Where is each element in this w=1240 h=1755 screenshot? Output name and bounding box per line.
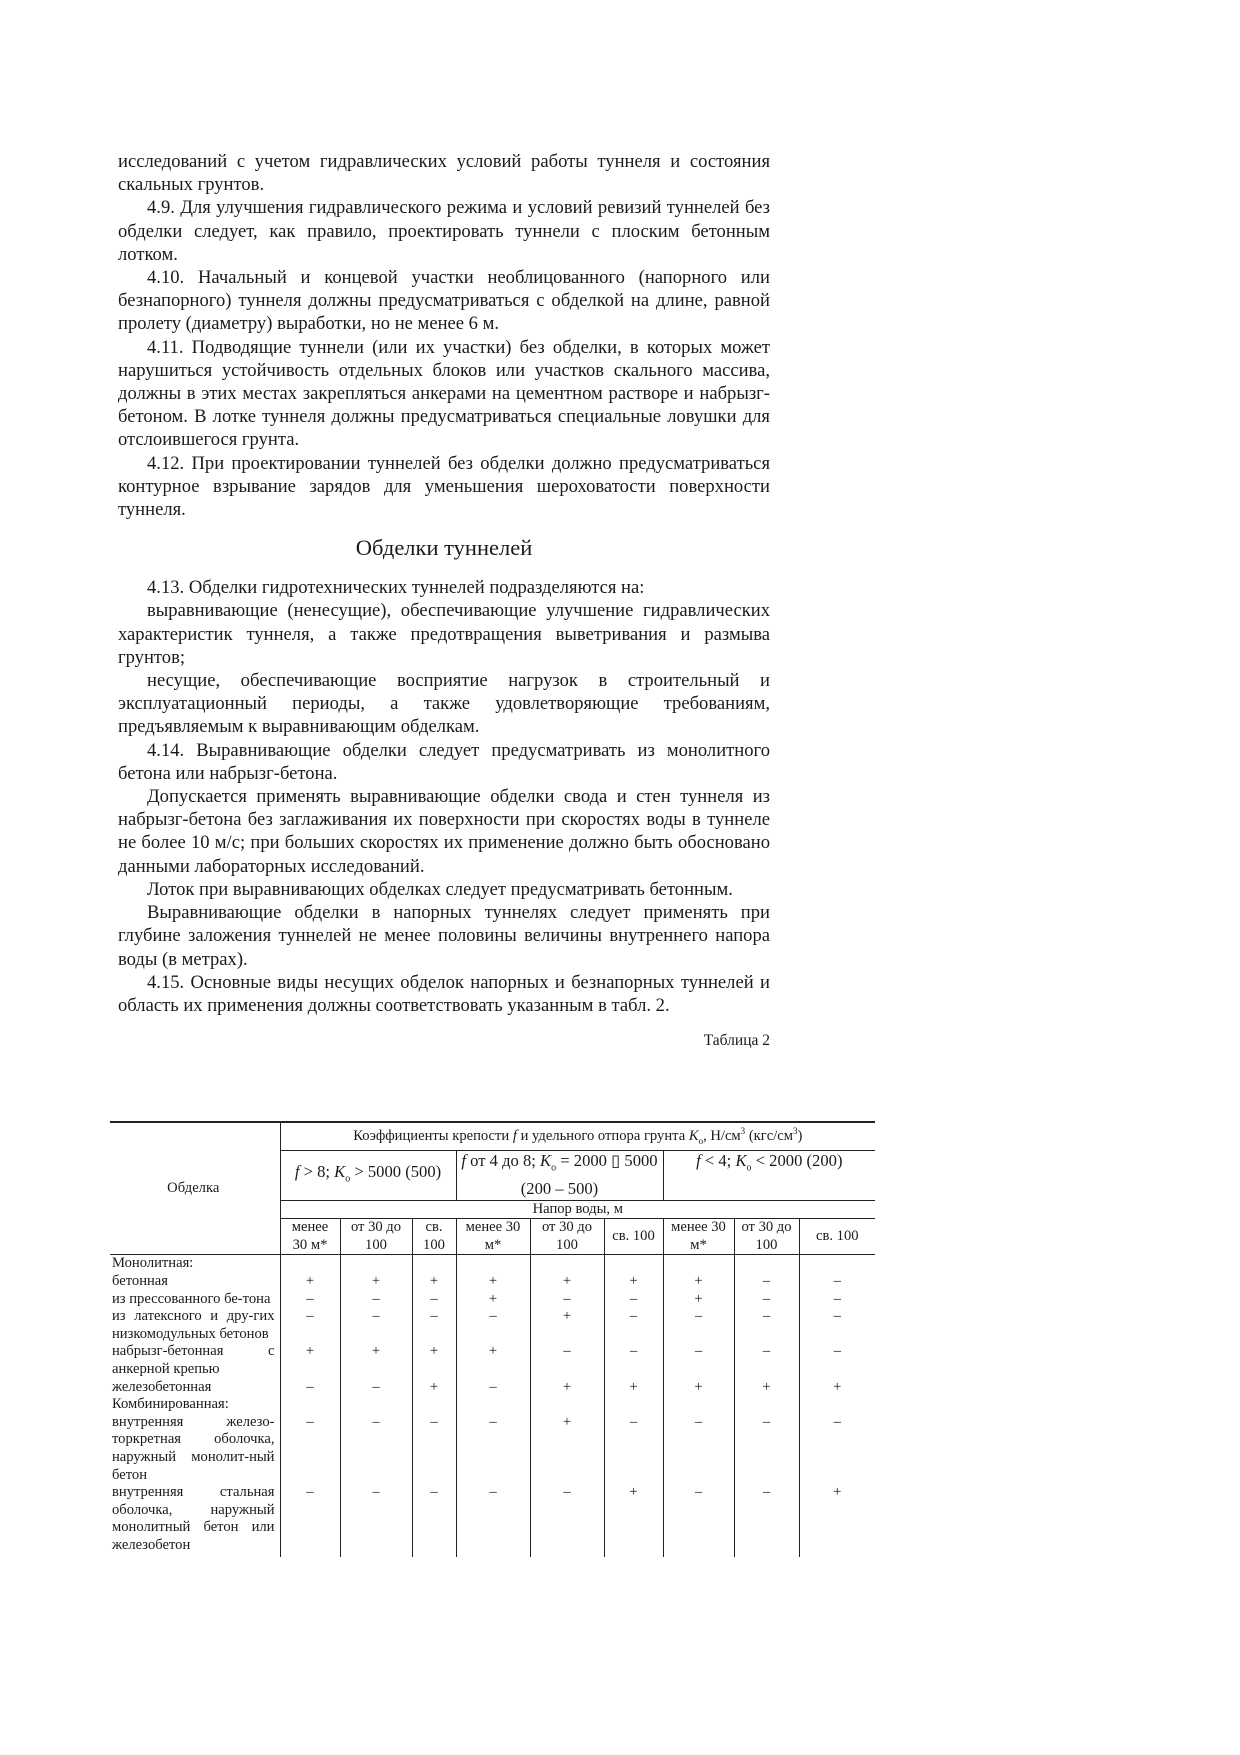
table-cell: – <box>799 1291 875 1309</box>
body-text <box>118 150 770 1052</box>
table-cell: – <box>663 1484 734 1556</box>
table-cell: – <box>734 1291 799 1309</box>
paragraph: несущие, обеспечивающие восприятие нагрузок в строительный и эксплуатационный периоды, а также удовлетворяющие требованиям, предъявляемым к выравнивающим обделкам. <box>118 670 770 738</box>
table-cell: – <box>604 1291 663 1309</box>
table-body <box>110 1255 875 1557</box>
table-row <box>110 1308 875 1343</box>
section-heading: Обделки туннелей <box>355 535 533 561</box>
pressure-header: Напор воды, м <box>280 1200 875 1219</box>
table-cell: – <box>734 1343 799 1378</box>
subheader-cell: св. 100 <box>412 1219 456 1255</box>
table-cell: – <box>799 1343 875 1378</box>
paragraph: Лоток при выравнивающих обделках следует предусматривать бетонным. <box>147 878 733 900</box>
table-row <box>110 1255 875 1273</box>
table-cell: – <box>799 1273 875 1291</box>
row-label: Комбинированная: <box>110 1396 280 1414</box>
table-cell: – <box>734 1484 799 1556</box>
table-cell: – <box>734 1414 799 1484</box>
table-cell: – <box>280 1379 340 1397</box>
coefficient-header: Коэффициенты крепости f и удельного отпора грунта $K_о$, $Н/см^3$ $(кгс/см^3)$ <box>280 1122 875 1151</box>
table-cell: – <box>280 1484 340 1556</box>
table-cell: + <box>530 1414 604 1484</box>
table-cell: + <box>799 1379 875 1397</box>
paragraph: выравнивающие (ненесущие), обеспечивающие улучшение гидравлических характеристик туннеля, а также предотвращения выветривания и размыва грунтов; <box>118 600 770 668</box>
table-cell <box>412 1255 456 1273</box>
table-cell <box>456 1255 530 1273</box>
row-label: железобетонная <box>110 1379 280 1397</box>
table-cell: – <box>604 1343 663 1378</box>
table-row <box>110 1291 875 1309</box>
table-cell: – <box>340 1379 412 1397</box>
paragraph: Допускается применять выравнивающие обделки свода и стен туннеля из набрызг-бетона без заглаживания их поверхности при скоростях воды в туннеле не более 10 м/с; при больших скоростях их применение должно быть обосновано данными лабораторных исследований. <box>118 786 770 877</box>
lining-table <box>110 1121 875 1557</box>
table-cell <box>412 1396 456 1414</box>
table-cell: – <box>734 1308 799 1343</box>
table-cell: + <box>734 1379 799 1397</box>
table-cell: + <box>604 1273 663 1291</box>
table-cell: + <box>456 1291 530 1309</box>
table-cell: – <box>799 1308 875 1343</box>
table-cell: – <box>340 1291 412 1309</box>
table-cell: – <box>663 1343 734 1378</box>
table-cell <box>734 1255 799 1273</box>
table-row <box>110 1379 875 1397</box>
table-cell <box>530 1255 604 1273</box>
row-label: Монолитная: <box>110 1255 280 1273</box>
table-cell: + <box>456 1273 530 1291</box>
table-cell: – <box>456 1484 530 1556</box>
table-cell <box>799 1396 875 1414</box>
table-row <box>110 1414 875 1484</box>
table-cell: + <box>530 1379 604 1397</box>
table-cell <box>799 1255 875 1273</box>
table-cell <box>604 1255 663 1273</box>
table-cell: – <box>530 1291 604 1309</box>
table-cell <box>734 1396 799 1414</box>
table-cell: – <box>280 1414 340 1484</box>
table-cell: + <box>604 1484 663 1556</box>
table-cell: – <box>604 1414 663 1484</box>
table-cell: – <box>663 1308 734 1343</box>
table-cell: – <box>663 1414 734 1484</box>
row-label: набрызг-бетонная с анкерной крепью <box>110 1343 280 1378</box>
row-label: внутренняя железо-торкретная оболочка, наружный монолит-ный бетон <box>110 1414 280 1484</box>
table-cell: + <box>530 1273 604 1291</box>
table-cell: + <box>412 1273 456 1291</box>
subheader-cell: св. 100 <box>799 1219 875 1255</box>
table-row <box>110 1396 875 1414</box>
paragraph-4-12: 4.12. При проектировании туннелей без обделки должно предусматриваться контурное взрывание зарядов для уменьшения шероховатости поверхности туннеля. <box>118 452 770 521</box>
paragraph-4-13: 4.13. Обделки гидротехнических туннелей подразделяются на: <box>147 577 645 599</box>
group-header-1: f > 8; $K_о > 5000$ (500) <box>280 1151 456 1200</box>
table-cell: – <box>456 1414 530 1484</box>
table-cell <box>663 1255 734 1273</box>
table-cell: – <box>799 1414 875 1484</box>
table-cell: – <box>734 1273 799 1291</box>
group-header-2: f от 4 до 8; $K_о = 2000$ ▯ 5000 (200 – 500) <box>456 1151 663 1200</box>
table-cell <box>456 1396 530 1414</box>
table-row <box>110 1273 875 1291</box>
subheader-cell: от 30 до 100 <box>340 1219 412 1255</box>
table-cell: – <box>412 1291 456 1309</box>
column-header-lining: Обделка <box>110 1122 280 1255</box>
paragraph-4-15: 4.15. Основные виды несущих обделок напорных и безнапорных туннелей и область их применения должны соответствовать указанным в табл. 2. <box>118 971 770 1016</box>
table-cell: – <box>456 1308 530 1343</box>
subheader-cell: менее 30 м* <box>456 1219 530 1255</box>
paragraph-4-11: 4.11. Подводящие туннели (или их участки) без обделки, в которых может нарушиться устойчивость отдельных блоков или участков скального массива, должны в этих местах закрепляться анкерами на цементном растворе и набрызг-бетоном. В лотке туннеля должны предусматриваться специальные ловушки для отслоившегося грунта. <box>118 336 770 451</box>
subheader-cell: менее 30 м* <box>663 1219 734 1255</box>
table-cell: + <box>663 1291 734 1309</box>
row-label: из прессованного бе-тона <box>110 1291 280 1309</box>
table-cell: – <box>340 1414 412 1484</box>
table-cell: – <box>412 1484 456 1556</box>
table-cell <box>340 1396 412 1414</box>
group-header-3: f < 4; $K_о < 2000$ (200) <box>663 1151 875 1200</box>
table-2 <box>110 1121 875 1557</box>
table-cell: + <box>340 1343 412 1378</box>
paragraph-4-9: 4.9. Для улучшения гидравлического режима и условий ревизий туннелей без обделки следует, как правило, проектировать туннели с плоским бетонным лотком. <box>118 197 770 265</box>
table-cell <box>663 1396 734 1414</box>
table-cell <box>280 1255 340 1273</box>
table-cell: – <box>530 1484 604 1556</box>
table-cell <box>340 1255 412 1273</box>
subheader-cell: от 30 до 100 <box>734 1219 799 1255</box>
subheader-cell: св. 100 <box>604 1219 663 1255</box>
table-cell: + <box>663 1273 734 1291</box>
table-caption: Таблица 2 <box>703 1032 770 1050</box>
table-cell: – <box>530 1343 604 1378</box>
table-cell <box>280 1396 340 1414</box>
paragraph: исследований с учетом гидравлических условий работы туннеля и состояния скальных грунтов. <box>118 151 770 196</box>
table-cell: – <box>280 1308 340 1343</box>
table-cell: + <box>456 1343 530 1378</box>
table-cell: – <box>412 1414 456 1484</box>
row-label: из латексного и дру-гих низкомодульных бетонов <box>110 1308 280 1343</box>
table-cell: + <box>412 1343 456 1378</box>
subheader-cell: от 30 до 100 <box>530 1219 604 1255</box>
table-cell: – <box>412 1308 456 1343</box>
table-cell <box>604 1396 663 1414</box>
paragraph-4-14: 4.14. Выравнивающие обделки следует предусматривать из монолитного бетона или набрызг-бетона. <box>118 739 770 784</box>
table-cell <box>530 1396 604 1414</box>
table-row <box>110 1343 875 1378</box>
table-cell: + <box>412 1379 456 1397</box>
row-label: внутренняя стальная оболочка, наружный монолитный бетон или железобетон <box>110 1484 280 1556</box>
row-label: бетонная <box>110 1273 280 1291</box>
table-cell: + <box>799 1484 875 1556</box>
table-cell: – <box>604 1308 663 1343</box>
paragraph: Выравнивающие обделки в напорных туннелях следует применять при глубине заложения туннелей не менее половины величины внутреннего напора воды (в метрах). <box>118 902 770 970</box>
table-cell: – <box>340 1484 412 1556</box>
paragraph-4-10: 4.10. Начальный и концевой участки необлицованного (напорного или безнапорного) туннеля должны предусматриваться с обделкой на длине, равной пролету (диаметру) выработки, но не менее 6 м. <box>118 267 770 335</box>
table-cell: + <box>530 1308 604 1343</box>
table-cell: + <box>280 1273 340 1291</box>
table-cell: + <box>604 1379 663 1397</box>
table-row <box>110 1484 875 1556</box>
table-cell: + <box>340 1273 412 1291</box>
table-cell: + <box>280 1343 340 1378</box>
subheader-cell: менее 30 м* <box>280 1219 340 1255</box>
table-cell: + <box>663 1379 734 1397</box>
table-cell: – <box>456 1379 530 1397</box>
table-cell: – <box>280 1291 340 1309</box>
table-cell: – <box>340 1308 412 1343</box>
